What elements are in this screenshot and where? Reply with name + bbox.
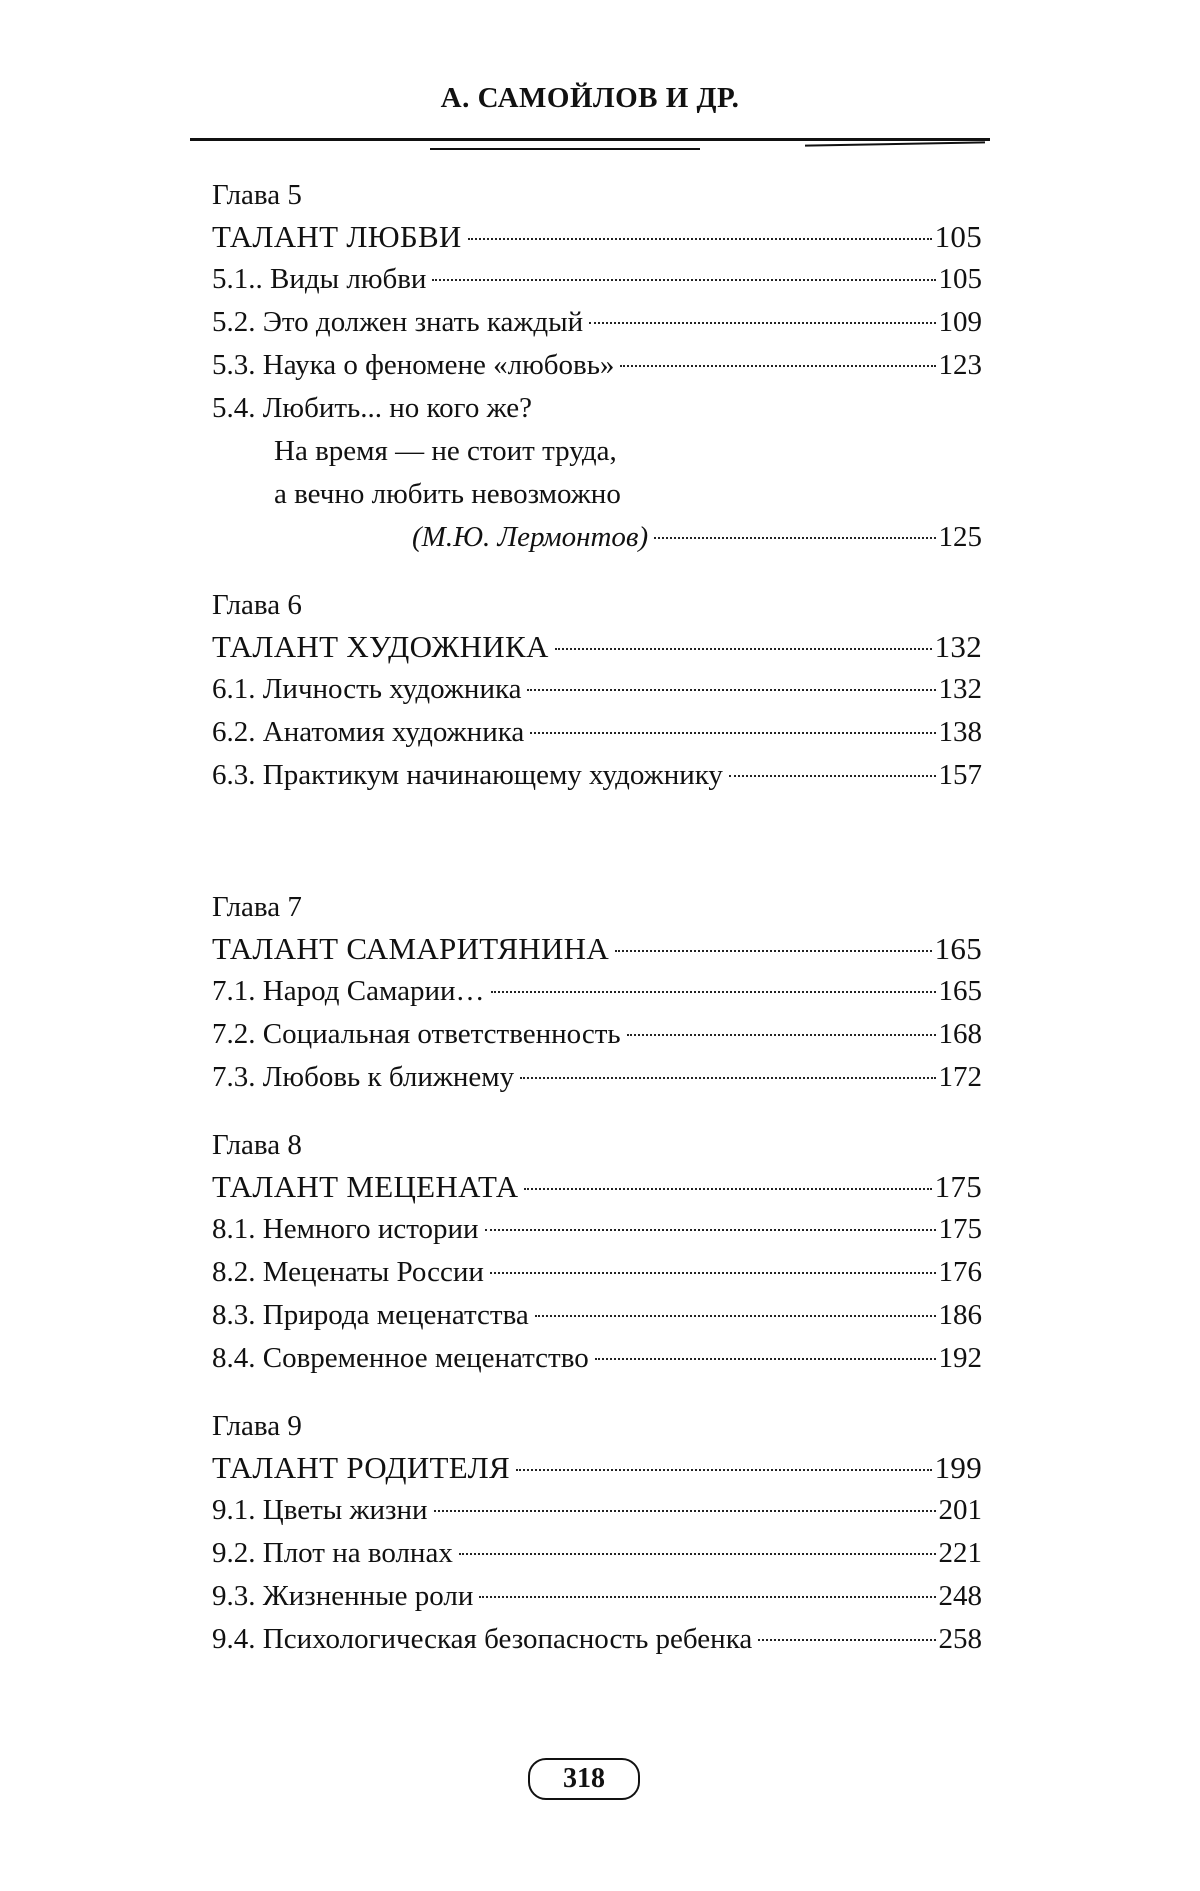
toc-entry[interactable] <box>212 1208 982 1251</box>
page-number: 258 <box>938 1623 982 1655</box>
section-title: 9.3. Жизненные роли <box>212 1580 474 1612</box>
page-number: 138 <box>938 716 982 748</box>
toc-entry[interactable] <box>212 1618 982 1661</box>
toc-entry[interactable] <box>212 258 982 301</box>
page-number: 165 <box>938 975 982 1007</box>
page-number: 168 <box>938 1018 982 1050</box>
chapter-9 <box>212 1406 982 1661</box>
section-title: 6.3. Практикум начинающему художнику <box>212 759 723 791</box>
toc-entry[interactable] <box>212 1251 982 1294</box>
chapter-gap <box>212 1380 982 1406</box>
page-number: 186 <box>938 1299 982 1331</box>
chapter-gap <box>212 559 982 585</box>
page-number: 123 <box>938 349 982 381</box>
chapter-title-entry[interactable] <box>212 927 982 970</box>
chapter-title: ТАЛАНТ МЕЦЕНАТА <box>212 1169 519 1204</box>
dot-leader <box>620 365 935 367</box>
dot-leader <box>555 648 932 650</box>
section-title: 9.1. Цветы жизни <box>212 1494 428 1526</box>
page-number: 132 <box>934 629 982 664</box>
chapter-5 <box>212 175 982 559</box>
chapter-title: ТАЛАНТ ЛЮБВИ <box>212 219 462 254</box>
chapter-label: Глава 9 <box>212 1410 302 1442</box>
toc-entry[interactable] <box>212 301 982 344</box>
header-rule-secondary <box>430 148 700 150</box>
page-number: 125 <box>938 521 982 553</box>
running-head: А. САМОЙЛОВ И ДР. <box>440 82 740 114</box>
chapter-gap <box>212 797 982 887</box>
toc-entry-attribution[interactable] <box>212 516 982 559</box>
toc-entry[interactable] <box>212 754 982 797</box>
page-number: 199 <box>934 1450 982 1485</box>
dot-leader <box>468 238 932 240</box>
dot-leader <box>729 775 936 777</box>
toc-entry[interactable] <box>212 1575 982 1618</box>
toc-entry[interactable] <box>212 344 982 387</box>
dot-leader <box>490 1272 936 1274</box>
chapter-title: ТАЛАНТ ХУДОЖНИКА <box>212 629 549 664</box>
toc-entry[interactable] <box>212 970 982 1013</box>
chapter-title-entry[interactable] <box>212 1446 982 1489</box>
chapter-6 <box>212 585 982 797</box>
dot-leader <box>527 689 935 691</box>
chapter-title-entry[interactable] <box>212 625 982 668</box>
epigraph-line: На время — не стоит труда, <box>274 435 617 467</box>
epigraph-line: а вечно любить невозможно <box>274 478 621 510</box>
chapter-label: Глава 5 <box>212 179 302 211</box>
dot-leader <box>530 732 935 734</box>
toc-entry[interactable] <box>212 1489 982 1532</box>
chapter-title-entry[interactable] <box>212 215 982 258</box>
toc-entry[interactable] <box>212 1337 982 1380</box>
page-number: 132 <box>938 673 982 705</box>
dot-leader <box>434 1510 936 1512</box>
dot-leader <box>516 1469 932 1471</box>
page-number: 175 <box>934 1169 982 1204</box>
dot-leader <box>627 1034 936 1036</box>
section-title: 7.1. Народ Самарии… <box>212 975 485 1007</box>
section-title: 8.2. Меценаты России <box>212 1256 484 1288</box>
chapter-label: Глава 7 <box>212 891 302 923</box>
dot-leader <box>459 1553 936 1555</box>
section-title: 6.1. Личность художника <box>212 673 522 705</box>
page-number-badge: 318 <box>528 1758 640 1800</box>
page-number: 109 <box>938 306 982 338</box>
header-rule <box>190 138 990 141</box>
chapter-label: Глава 6 <box>212 589 302 621</box>
toc-entry[interactable] <box>212 1532 982 1575</box>
dot-leader <box>615 950 932 952</box>
toc-entry[interactable] <box>212 668 982 711</box>
section-title: 8.3. Природа меценатства <box>212 1299 529 1331</box>
chapter-title: ТАЛАНТ САМАРИТЯНИНА <box>212 931 610 966</box>
header-rule-tail <box>805 141 985 146</box>
table-of-contents <box>212 175 982 1661</box>
page-number: 165 <box>934 931 982 966</box>
toc-entry[interactable] <box>212 1013 982 1056</box>
dot-leader <box>485 1229 936 1231</box>
epigraph-attribution: (М.Ю. Лермонтов) <box>412 521 649 553</box>
toc-entry[interactable] <box>212 1056 982 1099</box>
section-title: 5.4. Любить... но кого же? <box>212 392 532 424</box>
chapter-gap <box>212 1099 982 1125</box>
dot-leader <box>432 279 935 281</box>
page-number: 105 <box>934 219 982 254</box>
chapter-label: Глава 8 <box>212 1129 302 1161</box>
page-number: 176 <box>938 1256 982 1288</box>
page-number: 175 <box>938 1213 982 1245</box>
section-title: 7.3. Любовь к ближнему <box>212 1061 515 1093</box>
section-title: 8.4. Современное меценатство <box>212 1342 589 1374</box>
section-title: 9.2. Плот на волнах <box>212 1537 453 1569</box>
dot-leader <box>654 537 935 539</box>
section-title: 5.1.. Виды любви <box>212 263 427 295</box>
chapter-title: ТАЛАНТ РОДИТЕЛЯ <box>212 1450 510 1485</box>
dot-leader <box>535 1315 936 1317</box>
page-number: 172 <box>938 1061 982 1093</box>
page-number: 221 <box>938 1537 982 1569</box>
section-title: 6.2. Анатомия художника <box>212 716 525 748</box>
toc-entry[interactable] <box>212 711 982 754</box>
section-title: 5.2. Это должен знать каждый <box>212 306 584 338</box>
dot-leader <box>479 1596 935 1598</box>
section-title: 5.3. Наука о феномене «любовь» <box>212 349 615 381</box>
dot-leader <box>758 1639 935 1641</box>
page-number: 105 <box>938 263 982 295</box>
dot-leader <box>589 322 935 324</box>
chapter-8 <box>212 1125 982 1380</box>
page-number: 192 <box>938 1342 982 1374</box>
chapter-7 <box>212 887 982 1099</box>
page-number: 157 <box>938 759 982 791</box>
section-title: 9.4. Психологическая безопасность ребенка <box>212 1623 753 1655</box>
section-title: 8.1. Немного истории <box>212 1213 479 1245</box>
dot-leader <box>491 991 936 993</box>
section-title: 7.2. Социальная ответственность <box>212 1018 621 1050</box>
dot-leader <box>595 1358 936 1360</box>
dot-leader <box>524 1188 931 1190</box>
page-number: 248 <box>938 1580 982 1612</box>
dot-leader <box>520 1077 935 1079</box>
toc-entry-multiline[interactable] <box>212 387 982 430</box>
toc-entry[interactable] <box>212 1294 982 1337</box>
chapter-title-entry[interactable] <box>212 1165 982 1208</box>
page-number: 201 <box>938 1494 982 1526</box>
